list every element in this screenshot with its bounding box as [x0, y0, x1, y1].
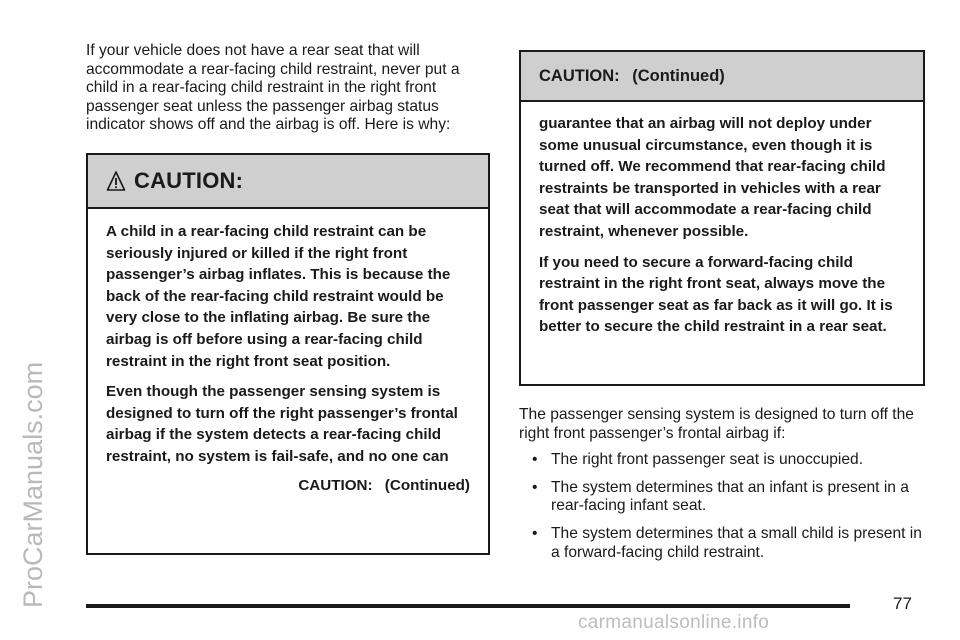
list-item-text: The system determines that an infant is present in a rear-facing infant seat.	[551, 478, 909, 515]
caution-continued-label: CAUTION: (Continued)	[298, 476, 470, 494]
caution-box-right	[519, 50, 925, 386]
caution-paragraph: If you need to secure a forward-facing child restraint in the right front seat, always move the front passenger seat as far back as it will go. It is better to secure the child restraint in a rear seat.	[539, 253, 893, 336]
page-number: 77	[893, 594, 912, 613]
bottom-watermark: carmanualsonline.info	[578, 612, 770, 633]
intro-paragraph: If your vehicle does not have a rear seat that will accommodate a rear-facing child restraint, never put a child in a rear-facing child restraint in the right front passenger seat unless the passenger airbag status indicator shows off and the airbag is off. Here is why:	[86, 42, 460, 134]
bullet-icon: •	[532, 478, 538, 496]
left-column	[86, 42, 490, 555]
caution-body-right	[521, 102, 923, 338]
side-watermark	[6, 170, 56, 610]
right-column	[519, 50, 925, 571]
caution-body-left	[88, 209, 488, 494]
side-watermark-text: ProCarManuals.com	[18, 361, 48, 608]
list-item-text: The right front passenger seat is unoccupied.	[551, 451, 864, 469]
list-item	[519, 451, 925, 470]
bullet-icon: •	[532, 451, 538, 469]
caution-paragraph: A child in a rear-facing child restraint can be seriously injured or killed if the right front passenger’s airbag inflates. This is because the back of the rear-facing child restraint would be very close to the inflating airbag. Be sure the airbag is off before using a rear-facing child restraint in the right front seat position.	[106, 222, 451, 370]
bullet-list	[519, 451, 925, 562]
caution-heading: CAUTION:	[134, 167, 244, 193]
caution-box-left	[86, 153, 490, 555]
sensing-intro-paragraph: The passenger sensing system is designed to turn off the right front passenger’s frontal airbag if:	[519, 406, 914, 442]
caution-header-left	[88, 155, 488, 209]
footer-rule	[86, 604, 850, 608]
caution-continued-heading: CAUTION: (Continued)	[539, 66, 725, 85]
caution-header-right	[521, 52, 923, 102]
bullet-icon: •	[532, 524, 538, 542]
list-item	[519, 479, 925, 516]
list-item	[519, 525, 925, 562]
list-item-text: The system determines that a small child is present in a forward-facing child restraint.	[551, 524, 922, 561]
warning-triangle-icon	[106, 170, 126, 192]
caution-paragraph: guarantee that an airbag will not deploy under some unusual circumstance, even though it is turned off. We recommend that rear-facing child restraints be transported in vehicles with a rear seat that will accommodate a rear-facing child restraint, whenever possible.	[539, 115, 886, 240]
caution-paragraph: Even though the passenger sensing system is designed to turn off the right passenger’s frontal airbag if the system detects a rear-facing child restraint, no system is fail-safe, and no one can	[106, 383, 458, 465]
